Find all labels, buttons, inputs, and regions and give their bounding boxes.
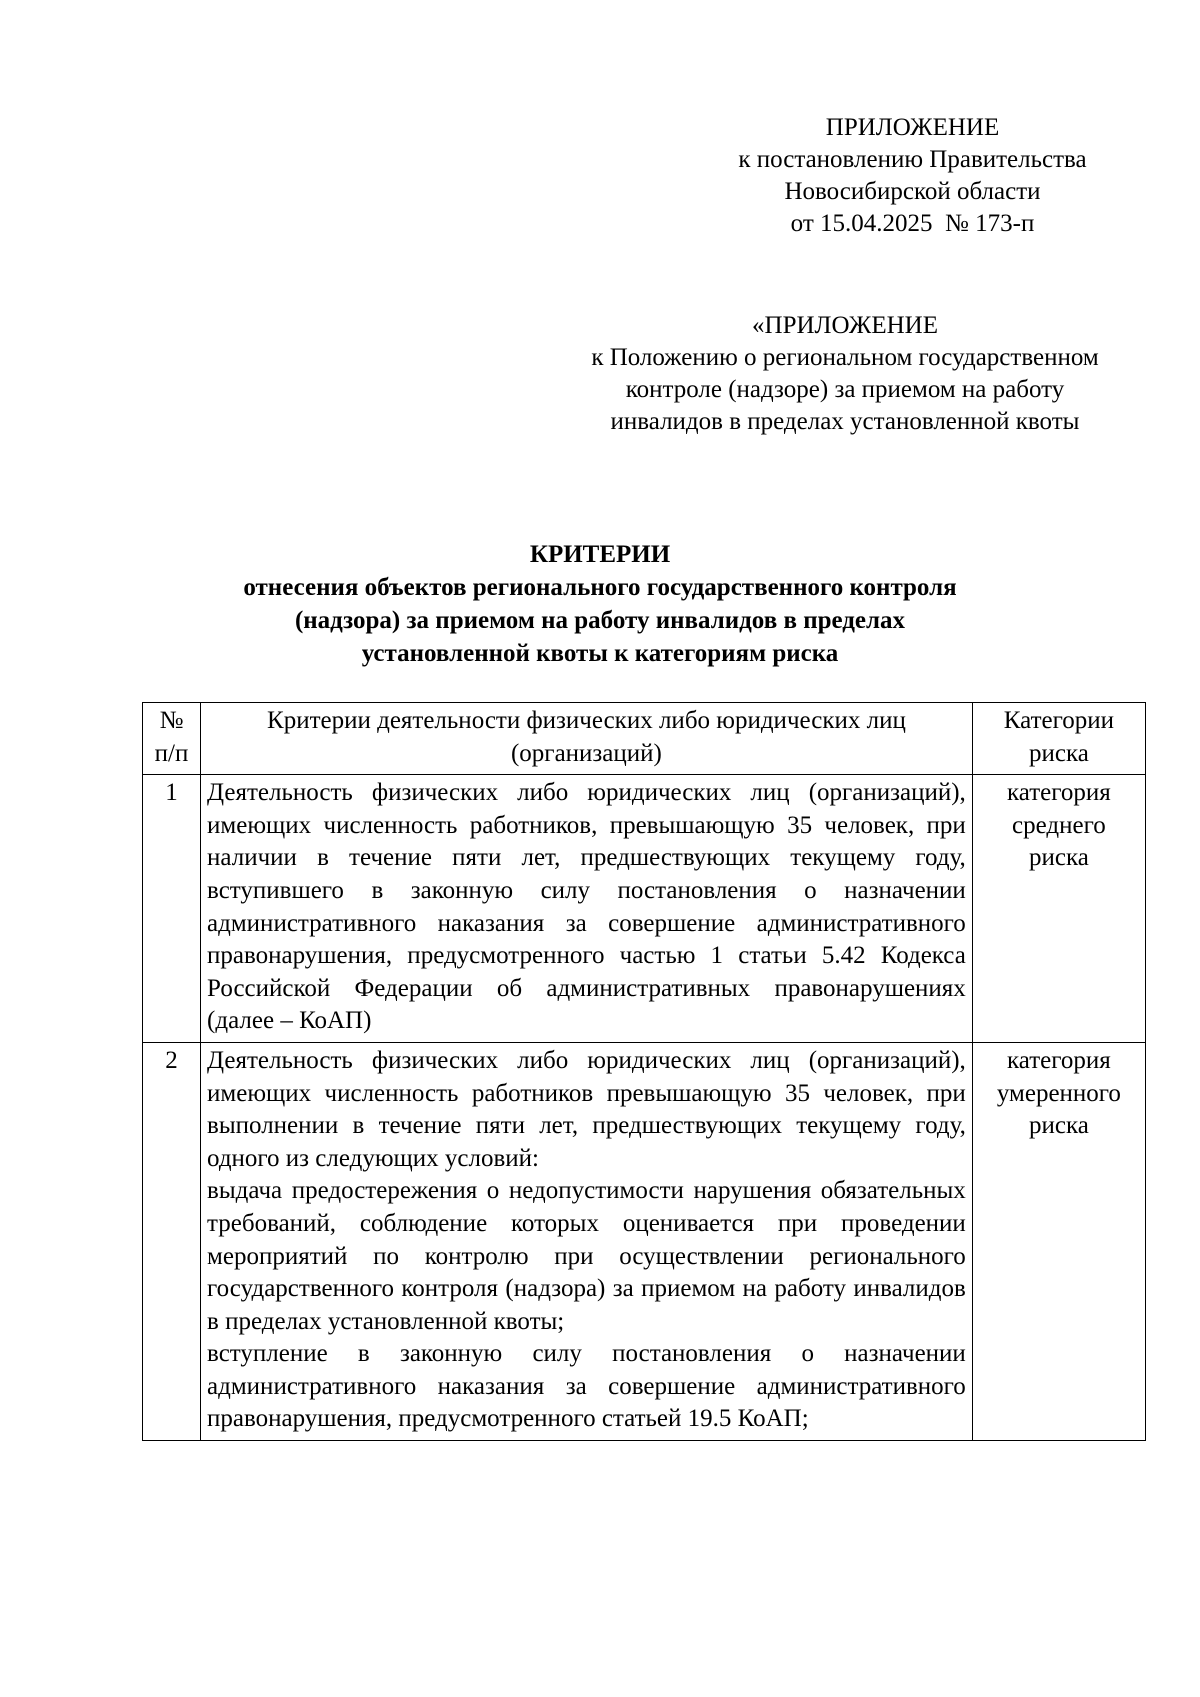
annex-header-line: Новосибирской области <box>784 178 1041 205</box>
criteria-paragraph: Деятельность физических либо юридических лиц (организаций), имеющих численность работников, превышающую 35 человек, при наличии в течение пяти лет, предшествующих текущему году, вступившего в законную силу постановления о назначении административного наказания за совершение административного правонарушения, предусмотренного частью 1 статьи 5.42 Кодекса Российской Федерации об административных правонарушениях (далее – КоАП) <box>207 779 966 1035</box>
annex-inner-line: инвалидов в пределах установленной квоты <box>610 408 1080 435</box>
annex-header <box>680 112 1145 240</box>
annex-header-title: ПРИЛОЖЕНИЕ <box>825 114 1000 141</box>
annex-inner-title: «ПРИЛОЖЕНИЕ <box>752 312 938 339</box>
category-line: риска <box>1028 1112 1089 1140</box>
category-line: среднего <box>1012 811 1106 839</box>
annex-inner-header <box>520 310 1170 438</box>
row-criteria <box>201 775 973 1043</box>
header-number-label: п/п <box>154 739 189 767</box>
criteria-paragraph: выдача предостережения о недопустимости нарушения обязательных требований, соблюдение которых оценивается при проведении мероприятий по контролю при осуществлении регионального государственного контроля (надзора) за приемом на работу инвалидов в пределах установленной квоты; <box>207 1177 966 1335</box>
category-line: категория <box>1007 1046 1111 1074</box>
criteria-table <box>142 702 1146 1441</box>
row-category <box>972 775 1145 1043</box>
table-header-row <box>143 703 1146 775</box>
header-category <box>972 703 1145 775</box>
annex-header-line: к постановлению Правительства <box>738 146 1087 173</box>
row-category <box>972 1042 1145 1440</box>
row-number: 2 <box>143 1042 201 1440</box>
criteria-paragraph: вступление в законную силу постановления о назначении административного наказания за совершение административного правонарушения, предусмотренного статьей 19.5 КоАП; <box>207 1340 966 1433</box>
category-line: риска <box>1028 844 1089 872</box>
row-number: 1 <box>143 775 201 1043</box>
title-subtitle-line: (надзора) за приемом на работу инвалидов в пределах <box>294 607 906 634</box>
document-title <box>140 538 1060 670</box>
header-number-symbol: № <box>159 707 184 734</box>
header-number <box>143 703 201 775</box>
annex-inner-line: к Положению о региональном государственном <box>591 344 1099 371</box>
category-line: умеренного <box>996 1079 1121 1107</box>
row-criteria <box>201 1042 973 1440</box>
title-subtitle-line: отнесения объектов регионального государственного контроля <box>243 574 957 601</box>
category-line: категория <box>1007 779 1111 807</box>
annex-header-date-number: от 15.04.2025 № 173-п <box>790 210 1035 237</box>
table-body <box>143 775 1146 1441</box>
title-subtitle-line: установленной квоты к категориям риска <box>361 640 839 667</box>
header-category-line: Категории <box>1003 707 1115 734</box>
criteria-paragraph: Деятельность физических либо юридических лиц (организаций), имеющих численность работников превышающую 35 человек, при выполнении в течение пяти лет, предшествующих текущему году, одного из следующих условий: <box>207 1046 966 1172</box>
title-main: КРИТЕРИИ <box>529 541 671 568</box>
table-row <box>143 775 1146 1043</box>
table-row <box>143 1042 1146 1440</box>
annex-inner-line: контроле (надзоре) за приемом на работу <box>625 376 1065 403</box>
header-criteria: Критерии деятельности физических либо юридических лиц (организаций) <box>201 703 973 775</box>
header-category-line: риска <box>1028 739 1089 767</box>
